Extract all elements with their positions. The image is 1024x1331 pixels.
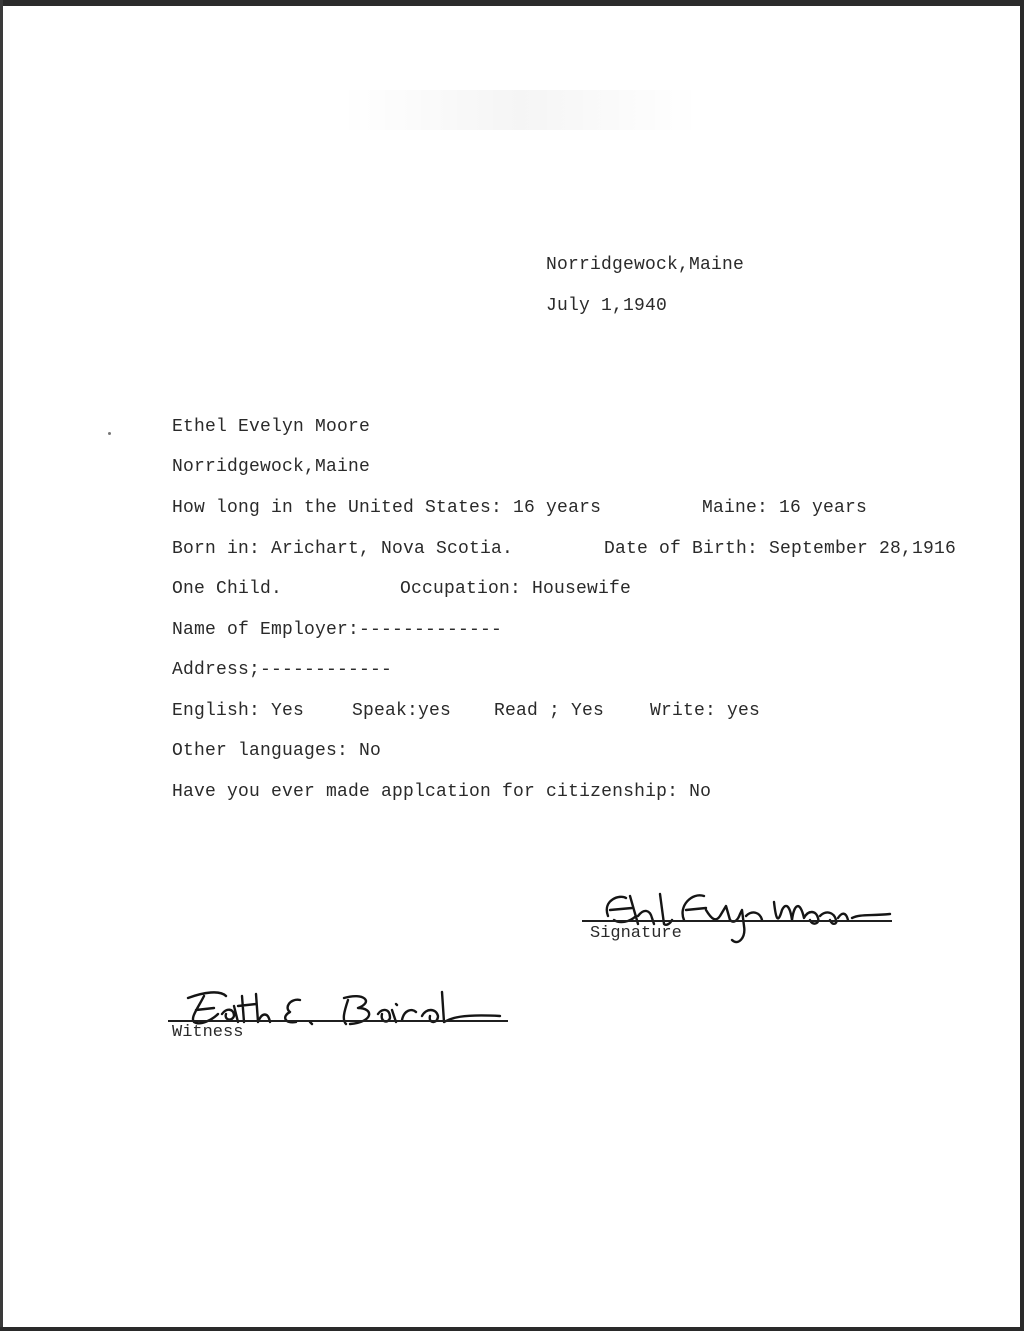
signature-label: Signature: [590, 924, 682, 943]
scan-speck: [108, 432, 111, 435]
birthplace-field: Born in: Arichart, Nova Scotia.: [172, 539, 514, 559]
occupation-field: Occupation: Housewife: [400, 579, 632, 599]
speak-field: Speak:yes: [352, 701, 452, 721]
citizenship-field: Have you ever made applcation for citizenship: No: [172, 782, 712, 802]
other-languages-field: Other languages: No: [172, 741, 382, 761]
maine-residence-field: Maine: 16 years: [702, 498, 868, 518]
ink-bleed-through: [340, 90, 700, 130]
read-field: Read ; Yes: [494, 701, 605, 721]
applicant-town: Norridgewock,Maine: [172, 457, 371, 477]
applicant-name: Ethel Evelyn Moore: [172, 417, 371, 437]
employer-field: Name of Employer:-------------: [172, 620, 503, 640]
witness-label: Witness: [172, 1023, 244, 1042]
scan-border-top: [0, 0, 1024, 6]
write-field: Write: yes: [650, 701, 761, 721]
letter-date: July 1,1940: [546, 296, 668, 316]
scan-border-bottom: [0, 1327, 1024, 1331]
children-field: One Child.: [172, 579, 283, 599]
scan-border-left: [0, 0, 3, 1331]
us-residence-field: How long in the United States: 16 years: [172, 498, 602, 518]
witness-line: [168, 1020, 508, 1022]
address-field: Address;------------: [172, 660, 393, 680]
letter-place: Norridgewock,Maine: [546, 255, 745, 275]
signature-line: [582, 920, 892, 922]
date-of-birth-field: Date of Birth: September 28,1916: [604, 539, 957, 559]
english-field: English: Yes: [172, 701, 305, 721]
scan-border-right: [1020, 0, 1024, 1331]
